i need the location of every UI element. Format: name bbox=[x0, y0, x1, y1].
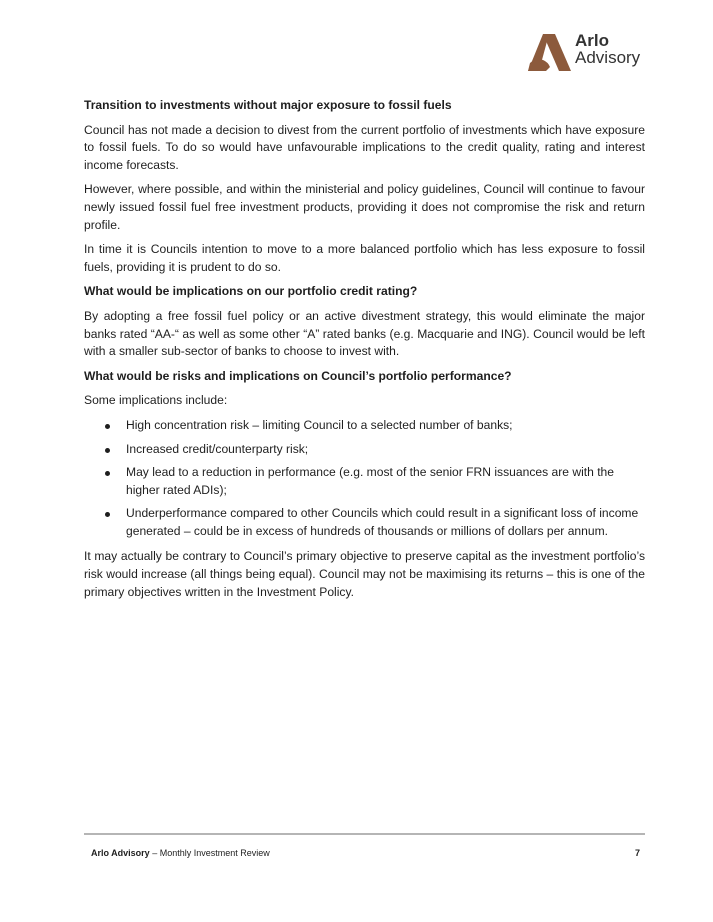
list-item-text: May lead to a reduction in performance (e.g. most of the senior FRN issuances are with the higher rated ADIs); bbox=[126, 465, 615, 497]
implications-list bbox=[84, 417, 645, 541]
document-body bbox=[84, 97, 645, 608]
transition-paragraph-3: In time it is Councils intention to move to a more balanced portfolio which has less exposure to fossil fuels, providing it is prudent to do so. bbox=[84, 242, 645, 274]
transition-heading: Transition to investments without major exposure to fossil fuels bbox=[84, 98, 452, 112]
bullet-dot-icon bbox=[105, 448, 110, 453]
arlo-mark-icon bbox=[528, 34, 571, 71]
bullet-dot-icon bbox=[105, 512, 110, 517]
risks-intro: Some implications include: bbox=[84, 393, 228, 408]
list-item-text: High concentration risk – limiting Council to a selected number of banks; bbox=[126, 417, 513, 432]
rating-heading: What would be implications on our portfolio credit rating? bbox=[84, 284, 418, 299]
list-item bbox=[84, 417, 645, 435]
footer-brand: Arlo Advisory bbox=[91, 848, 150, 858]
bullet-dot-icon bbox=[105, 424, 110, 429]
page-number: 7 bbox=[634, 848, 640, 858]
arlo-advisory-logo bbox=[528, 32, 648, 72]
footer-divider bbox=[84, 833, 645, 835]
risks-heading: What would be risks and implications on Council’s portfolio performance? bbox=[84, 368, 512, 383]
rating-paragraph: By adopting a free fossil fuel policy or an active divestment strategy, this would eliminate the major banks rated “AA-“ as well as some other “A” rated banks (e.g. Macquarie and ING). Council would be left with a smaller sub-sector of banks to choose to invest with. bbox=[84, 308, 645, 359]
logo-wordmark bbox=[575, 32, 640, 66]
logo-line-arlo: Arlo bbox=[575, 31, 609, 50]
list-item-text: Underperformance compared to other Councils which could result in a significant loss of income generated – could be in excess of hundreds of thousands or millions of dollars per annum. bbox=[126, 506, 639, 538]
page-footer bbox=[91, 847, 640, 859]
bullet-dot-icon bbox=[105, 471, 110, 476]
logo-line-advisory: Advisory bbox=[575, 48, 641, 67]
footer-title: – Monthly Investment Review bbox=[149, 848, 270, 858]
list-item-text: Increased credit/counterparty risk; bbox=[126, 441, 309, 456]
transition-paragraph-2: However, where possible, and within the ministerial and policy guidelines, Council will continue to favour newly issued fossil fuel free investment products, providing it does not compromise the risk and return profile. bbox=[84, 182, 645, 232]
list-item bbox=[84, 441, 645, 459]
list-item bbox=[84, 505, 645, 540]
closing-paragraph: It may actually be contrary to Council’s primary objective to preserve capital as the investment portfolio’s risk would increase (all things being equal). Council may not be maximising its returns – this is one of the primary objectives written in the Investment Policy. bbox=[84, 549, 645, 599]
list-item bbox=[84, 464, 645, 499]
transition-paragraph-1: Council has not made a decision to divest from the current portfolio of investments which have exposure to fossil fuels. To do so would have unfavourable implications to the credit quality, rating and interest income forecasts. bbox=[84, 122, 645, 172]
